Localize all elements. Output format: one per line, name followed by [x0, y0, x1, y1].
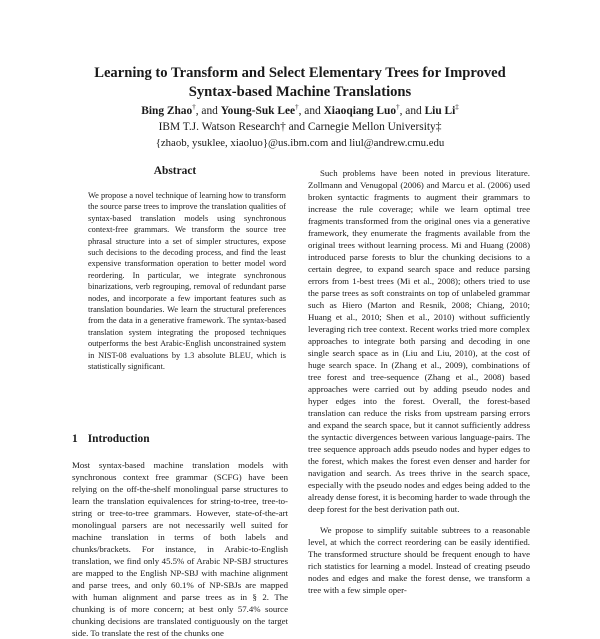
right-column-text — [308, 167, 530, 600]
author-mark: † — [295, 103, 299, 112]
author-name: Young-Suk Lee — [220, 105, 296, 117]
author-mark: † — [192, 103, 196, 112]
related-work-paragraph: Such problems have been noted in previous literature. Zollmann and Venugopal (2006) and Marcu et al. (2006) used broken syntactic fragments to augment their grammars to increase the rule coverage; while we learn optimal tree fragments transformed from the original ones via a generative framework, they enumerate the fragments available from the original trees without learning process. Mi and Huang (2008) introduced parse forests to blur the chunking decisions to a certain degree, to expand search space and reduce parsing errors from 1-best trees (Mi et al., 2008); others tried to use the parse trees as soft constraints on top of unlabeled grammar such as Hiero (Marton and Resnik, 2008; Chiang, 2010; Huang et al., 2010; Shen et al., 2010) without sufficiently leveraging rich tree context. Recent works tried more complex approaches to integrate both parsing and decoding in one single search space as in (Liu and Liu, 2010), at the cost of huge search space. In (Zhang et al., 2009), combinations of tree forest and tree-sequence (Zhang et al., 2008) based approaches were carried out by adding pseudo nodes and hyper edges into the forest. Overall, the forest-based translation can reduce the risks from upstream parsing errors and expand the search space, but it cannot sufficiently address the syntactic divergences between various language-pairs. The tree sequence approach adds pseudo nodes and hyper edges to the forest, which makes the forest even denser and harder for navigation and search. As trees thrive in the search space, especially with the pseudo nodes and edges being added to the already dense forest, it is becoming harder to wade through the deep forest for the best derivation path out. — [308, 168, 530, 514]
intro-paragraph: Most syntax-based machine translation models with synchronous context free grammar (SCFG) have been relying on the off-the-shelf monolingual parse structures to learn the translation equivalences for string-to-tree, tree-to-string or tree-to-tree grammars. However, state-of-the-art monolingual parsers are not necessarily well suited for machine translation in terms of both labels and chunks/brackets. For instance, in Arabic-to-English translation, we find only 45.5% of Arabic NP-SBJ structures are mapped to the English NP-SBJ with machine alignment and parse trees, and only 60.1% of NP-SBJs are mapped with human alignment and parse trees as in § 2. The chunking is of more concern; at best only 57.4% source chunking decisions are translated contiguously on the target side. To translate the rest of the chunks one — [72, 460, 288, 638]
author-separator: , and — [298, 105, 324, 117]
title-line-1: Learning to Transform and Select Elementary Trees for Improved — [94, 65, 506, 81]
author-name: Xiaoqiang Luo — [323, 105, 397, 117]
affiliations: IBM T.J. Watson Research† and Carnegie Mellon University‡ — [158, 121, 442, 133]
author-name: Bing Zhao — [141, 105, 193, 117]
author-mark: † — [396, 103, 400, 112]
author-emails: {zhaob, ysuklee, xiaoluo}@us.ibm.com and liul@andrew.cmu.edu — [155, 137, 445, 149]
abstract-heading: Abstract — [153, 165, 197, 177]
abstract-body: We propose a novel technique of learning how to transform the source parse trees to improve the translation qualities of syntax-based translation models using synchronous context-free grammars. We transform the source tree phrasal structure into a set of simpler structures, expose such decisions to the decoding process, and find the least expensive transformation operation to better model word reordering. In particular, we integrate synchronous binarizations, verb regrouping, removal of redundant parse nodes, and incorporate a few important features such as translation boundaries. We learn the structural preferences from the data in a generative framework. The syntax-based translation system integrating the proposed techniques outperforms the best Arabic-English unconstrained system in NIST-08 evaluations by 1.3 absolute BLEU, which is statistically significant. — [88, 191, 286, 372]
paper-title — [60, 64, 540, 102]
left-column-text — [72, 459, 288, 638]
author-list — [60, 104, 540, 119]
author-name: Liu Li — [424, 105, 456, 117]
section-title: Introduction — [87, 433, 150, 445]
section-number: 1 — [72, 433, 78, 445]
section-heading — [72, 433, 160, 445]
title-line-2: Syntax-based Machine Translations — [188, 84, 412, 100]
author-mark: ‡ — [455, 103, 459, 112]
proposal-paragraph: We propose to simplify suitable subtrees to a reasonable level, at which the correct reordering can be easily identified. The transformed structure should be frequent enough to have rich statistics for learning a model. Instead of creating pseudo nodes and edges and make the forest dense, we transform a tree with a few simple oper- — [308, 525, 530, 595]
author-separator: , and — [399, 105, 425, 117]
author-separator: , and — [195, 105, 221, 117]
